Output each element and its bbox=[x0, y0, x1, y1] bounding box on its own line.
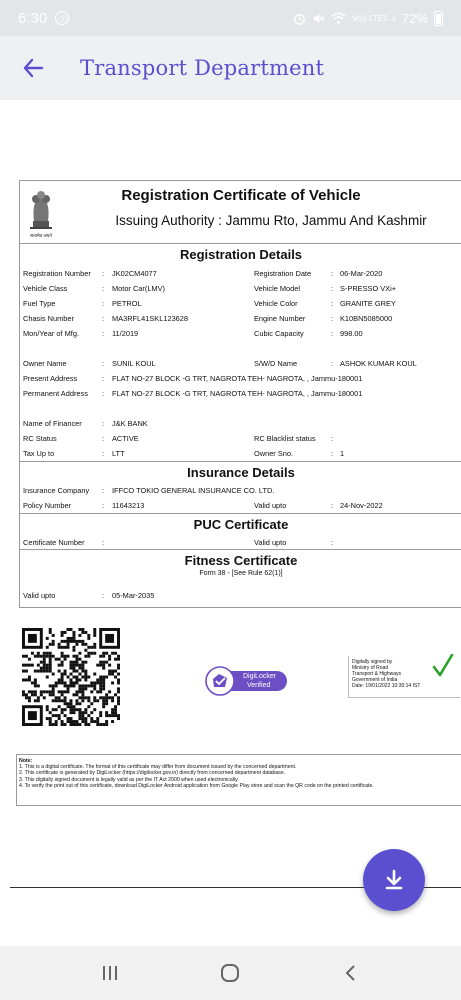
fitness-certificate-heading: Fitness Certificate bbox=[184, 553, 298, 568]
field-label: Chasis Number bbox=[23, 314, 74, 323]
system-navigation-bar bbox=[0, 946, 461, 1000]
recents-icon bbox=[101, 965, 119, 981]
table-row bbox=[23, 314, 459, 324]
field-label: Valid upto bbox=[23, 591, 56, 600]
colon: : bbox=[102, 419, 105, 428]
field-label: Vehicle Model bbox=[254, 284, 301, 293]
field-label: Cubic Capacity bbox=[254, 329, 304, 338]
signature-line: Transport & Highways bbox=[352, 671, 401, 677]
colon: : bbox=[331, 284, 334, 293]
field-label: Registration Date bbox=[254, 269, 312, 278]
mute-icon bbox=[312, 12, 325, 25]
digilocker-badge-icon bbox=[205, 666, 289, 696]
battery-percent: 72% bbox=[401, 10, 428, 26]
table-row bbox=[23, 329, 459, 339]
field-label: Vehicle Class bbox=[23, 284, 68, 293]
colon: : bbox=[102, 538, 105, 547]
colon: : bbox=[102, 486, 105, 495]
table-row bbox=[23, 374, 459, 384]
table-row bbox=[23, 419, 459, 429]
status-notification-icon: Ⓢ bbox=[55, 11, 69, 25]
chevron-left-icon bbox=[343, 964, 357, 982]
present-address: FLAT NO-27 BLOCK -G TRT, NAGROTA TEH- NAGROTA, , Jammu-180001 bbox=[112, 374, 363, 383]
table-row bbox=[23, 269, 459, 279]
note-item: 2. This certificate is generated by DigiLocker (https://digilocker.gov.in) directly from concerned department database. bbox=[19, 770, 286, 777]
field-value: JK02CM4077 bbox=[112, 269, 157, 278]
colon: : bbox=[102, 374, 105, 383]
signature-line: Digitally signed by bbox=[352, 659, 393, 665]
alarm-icon bbox=[293, 12, 306, 25]
field-label: S/W/D Name bbox=[254, 359, 298, 368]
table-row bbox=[23, 389, 459, 399]
colon: : bbox=[331, 434, 334, 443]
signature-line: Date: 19/01/2022 10:30:14 IST bbox=[352, 683, 421, 689]
colon: : bbox=[102, 329, 105, 338]
field-label: Valid upto bbox=[254, 501, 287, 510]
nav-back-button[interactable] bbox=[320, 946, 380, 1000]
issuing-authority: Issuing Authority : Jammu Rto, Jammu And Kashmir bbox=[115, 213, 427, 228]
colon: : bbox=[102, 389, 105, 398]
table-row bbox=[23, 359, 459, 369]
field-label: RC Status bbox=[23, 434, 57, 443]
colon: : bbox=[102, 269, 105, 278]
field-label: Registration Number bbox=[23, 269, 91, 278]
permanent-address: FLAT NO-27 BLOCK -G TRT, NAGROTA TEH- NAGROTA, , Jammu-180001 bbox=[112, 389, 363, 398]
field-value: GRANITE GREY bbox=[340, 299, 396, 308]
field-label: Tax Up to bbox=[23, 449, 55, 458]
colon: : bbox=[331, 501, 334, 510]
field-value: S-PRESSO VXi+ bbox=[340, 284, 397, 293]
swd-name: ASHOK KUMAR KOUL bbox=[340, 359, 417, 368]
table-row bbox=[23, 501, 459, 511]
table-row bbox=[23, 299, 459, 309]
divider bbox=[20, 243, 461, 244]
home-icon bbox=[220, 963, 240, 983]
colon: : bbox=[331, 314, 334, 323]
table-row bbox=[23, 434, 459, 444]
field-label: Name of Financer bbox=[23, 419, 82, 428]
checkmark-icon bbox=[432, 654, 454, 678]
emblem-caption: सत्यमेव जयते bbox=[30, 233, 52, 238]
status-time: 6:30 bbox=[18, 9, 48, 27]
colon: : bbox=[102, 434, 105, 443]
table-row bbox=[23, 538, 459, 548]
status-bar bbox=[0, 0, 461, 36]
colon: : bbox=[331, 269, 334, 278]
field-value: LTT bbox=[112, 449, 125, 458]
divider bbox=[20, 461, 461, 462]
colon: : bbox=[331, 538, 334, 547]
field-label: Mon/Year of Mfg. bbox=[23, 329, 80, 338]
notes-heading: Note: bbox=[19, 758, 33, 764]
page-title: Transport Department bbox=[80, 56, 325, 80]
field-label: Owner Sno. bbox=[254, 449, 294, 458]
download-button[interactable] bbox=[363, 849, 425, 911]
colon: : bbox=[102, 449, 105, 458]
note-item: 1. This is a digital certificate. The format of this certificate may differ from document issued by the concerned department. bbox=[19, 764, 297, 771]
colon: : bbox=[331, 359, 334, 368]
table-row bbox=[23, 284, 459, 294]
colon: : bbox=[102, 501, 105, 510]
divider bbox=[20, 513, 461, 514]
digilocker-label: DigiLocker bbox=[243, 673, 277, 680]
notes-box bbox=[16, 754, 461, 806]
home-button[interactable] bbox=[200, 946, 260, 1000]
colon: : bbox=[331, 329, 334, 338]
signature-line: Ministry of Road bbox=[352, 665, 389, 671]
qr-code bbox=[22, 628, 120, 726]
field-value: 05-Mar-2035 bbox=[112, 591, 155, 600]
colon: : bbox=[331, 299, 334, 308]
field-value: 1 bbox=[340, 449, 345, 458]
wifi-icon bbox=[331, 12, 346, 25]
field-value: 06-Mar-2020 bbox=[340, 269, 383, 278]
colon: : bbox=[331, 449, 334, 458]
table-row bbox=[23, 449, 459, 459]
colon: : bbox=[102, 314, 105, 323]
field-value: 24-Nov-2022 bbox=[340, 501, 383, 510]
field-value: J&K BANK bbox=[112, 419, 148, 428]
note-item: 3. This digitally signed document is legally valid as per the IT Act 2000 when used electronically. bbox=[19, 776, 239, 783]
colon: : bbox=[102, 591, 105, 600]
arrow-left-icon bbox=[22, 57, 44, 79]
table-row bbox=[23, 591, 459, 601]
field-label: Certificate Number bbox=[23, 538, 85, 547]
fitness-form: Form 38 - [See Rule 62(1)] bbox=[199, 570, 283, 577]
registration-details-heading: Registration Details bbox=[179, 247, 303, 262]
field-value: 11643213 bbox=[112, 501, 145, 510]
field-value: PETROL bbox=[112, 299, 142, 308]
table-row bbox=[23, 486, 459, 496]
app-bar bbox=[0, 36, 461, 100]
field-label: Engine Number bbox=[254, 314, 306, 323]
field-value: IFFCO TOKIO GENERAL INSURANCE CO. LTD. bbox=[112, 486, 275, 495]
field-label: Owner Name bbox=[23, 359, 67, 368]
field-value: K10BN5085000 bbox=[340, 314, 393, 323]
field-value: 998.00 bbox=[340, 329, 363, 338]
insurance-details-heading: Insurance Details bbox=[187, 465, 295, 480]
verified-label: Verified bbox=[247, 682, 271, 689]
field-label: Permanent Address bbox=[23, 389, 88, 398]
note-item: 4. To verify the print out of this certificate, download DigiLocker Android application from Google Play store and scan the QR code on the printed certificate. bbox=[19, 782, 374, 789]
field-value: 11/2019 bbox=[112, 329, 139, 338]
signal-icon: Vo)) LTE1 .ıl bbox=[352, 13, 396, 23]
download-icon bbox=[383, 869, 405, 891]
back-button[interactable] bbox=[20, 55, 46, 81]
colon: : bbox=[102, 359, 105, 368]
field-label: Present Address bbox=[23, 374, 78, 383]
signature-line: Government of India bbox=[352, 677, 398, 683]
field-value: Motor Car(LMV) bbox=[112, 284, 165, 293]
recents-button[interactable] bbox=[80, 946, 140, 1000]
field-value: MA3RFL41SKL123628 bbox=[112, 314, 189, 323]
digilocker-verified-badge bbox=[205, 666, 289, 696]
divider bbox=[20, 549, 461, 550]
digital-signature-box bbox=[348, 656, 460, 698]
field-label: Policy Number bbox=[23, 501, 72, 510]
field-value: ACTIVE bbox=[112, 434, 139, 443]
field-label: Insurance Company bbox=[23, 486, 90, 495]
field-label: Vehicle Color bbox=[254, 299, 298, 308]
colon: : bbox=[102, 299, 105, 308]
puc-certificate-heading: PUC Certificate bbox=[193, 517, 289, 532]
field-label: RC Blacklist status bbox=[254, 434, 316, 443]
owner-name: SUNIL KOUL bbox=[112, 359, 156, 368]
certificate-document bbox=[19, 180, 461, 608]
certificate-title: Registration Certificate of Vehicle bbox=[121, 187, 361, 204]
colon: : bbox=[102, 284, 105, 293]
battery-icon bbox=[434, 11, 443, 26]
field-label: Valid upto bbox=[254, 538, 287, 547]
field-label: Fuel Type bbox=[23, 299, 56, 308]
